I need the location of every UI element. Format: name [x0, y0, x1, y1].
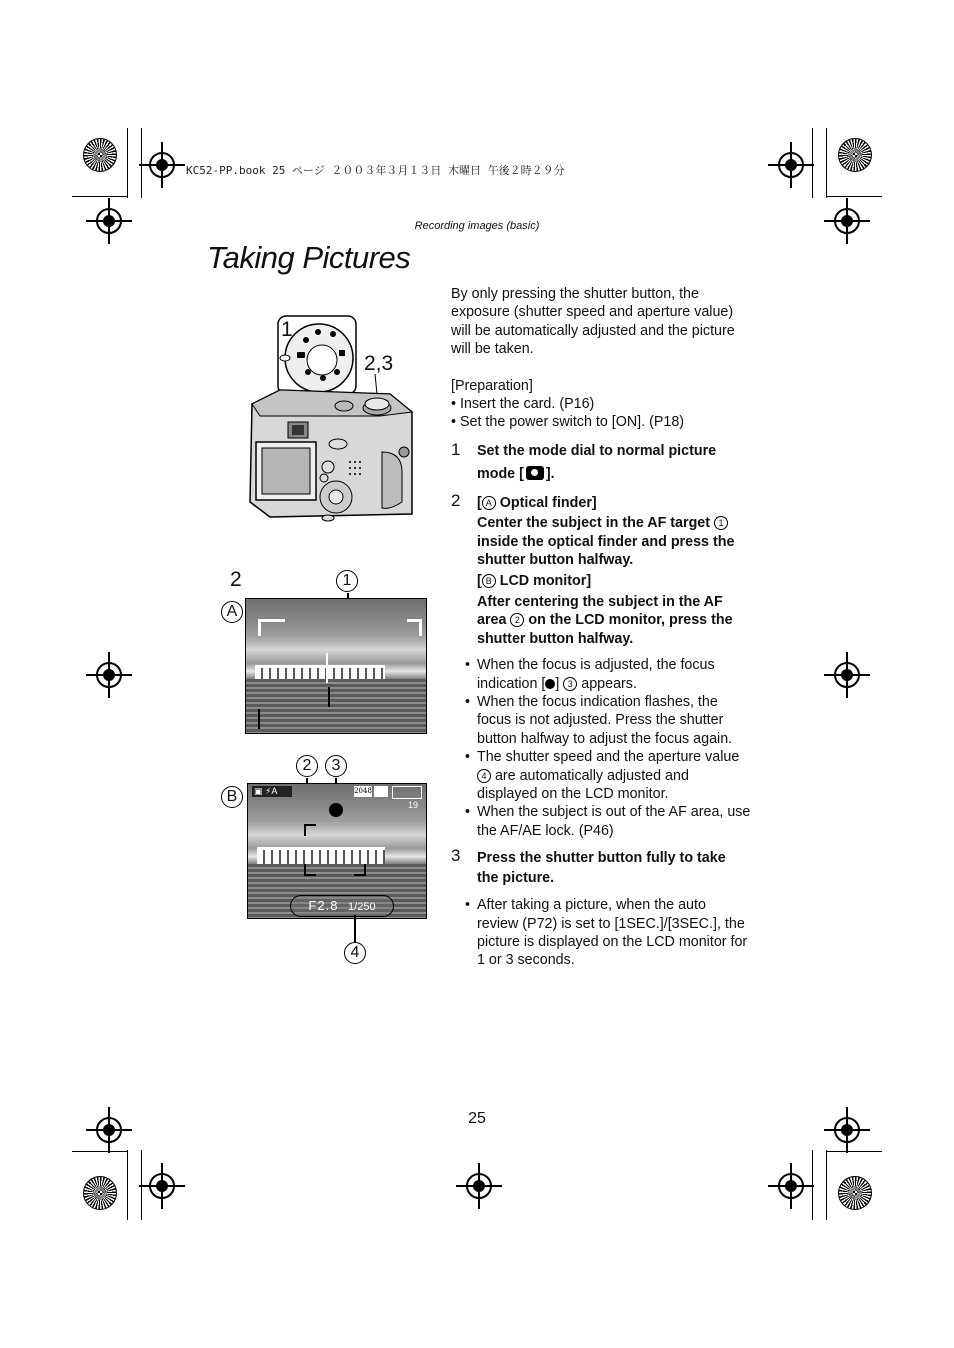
camera-mode-icon [526, 466, 544, 480]
section-header: Recording images (basic) [414, 220, 540, 232]
mode-icons-bar: ▣ ⚡A [252, 786, 292, 797]
focus-indication-dot [329, 803, 343, 817]
registration-burst-icon [83, 138, 117, 172]
registration-cross-icon [96, 662, 122, 688]
step-number: 2 [451, 490, 461, 510]
circle-2-icon: 2 [510, 613, 524, 627]
registration-cross-icon [834, 662, 860, 688]
registration-burst-icon [83, 1176, 117, 1210]
circle-1-icon: 1 [714, 516, 728, 530]
circle-a-icon: A [482, 496, 496, 510]
af-area-corner [304, 824, 316, 836]
instructions-column [451, 285, 751, 970]
preparation-list [451, 395, 751, 432]
note-item: • After taking a picture, when the auto review (P72) is set to [1SEC.]/[3SEC.], the picture is displayed on the LCD monitor for 1 or 3 seconds. [477, 896, 751, 970]
registration-cross-icon [149, 1173, 175, 1199]
exposure-readout [290, 895, 394, 917]
crop-mark [72, 196, 128, 197]
frame-edge-mark [328, 687, 330, 707]
note-item: • When the subject is out of the AF area, use the AF/AE lock. (P46) [477, 803, 751, 840]
step-number: 3 [451, 846, 461, 866]
registration-cross-icon [778, 1173, 804, 1199]
step-1-text-end: ]. [545, 465, 555, 482]
registration-cross-icon [149, 152, 175, 178]
aperture-value: F2.8 [308, 898, 339, 913]
step-2a-text: Center the subject in the AF target 1 inside the optical finder and press the shutter button halfway. [477, 515, 735, 569]
registration-cross-icon [778, 152, 804, 178]
step-3 [451, 848, 751, 888]
page-number: 25 [468, 1110, 486, 1127]
callout-label-b: B [221, 786, 243, 808]
intro-paragraph: By only pressing the shutter button, the exposure (shutter speed and aperture value) will be automatically adjusted and the picture will be taken. [451, 286, 735, 358]
note-item: • The shutter speed and the aperture value 4 are automatically adjusted and displayed on the LCD monitor. [477, 748, 751, 803]
frame-edge-mark [258, 709, 260, 729]
crop-mark [72, 1151, 128, 1152]
step-2a-heading: [ A Optical finder] [477, 494, 597, 511]
registration-cross-icon [466, 1173, 492, 1199]
remaining-count: 19 [408, 800, 419, 810]
callout-step-1: 1 [281, 318, 293, 341]
circle-3-icon: 3 [563, 677, 577, 691]
resolution-indicator: 2048 [354, 787, 372, 795]
step-1 [451, 440, 751, 486]
preparation-heading: [Preparation] [451, 377, 533, 394]
callout-step-2-3: 2,3 [364, 352, 394, 375]
lcd-monitor-view [247, 783, 427, 919]
crop-mark [826, 1150, 827, 1220]
circle-b-icon: B [482, 574, 496, 588]
crop-mark [826, 196, 882, 197]
focus-dot-icon [545, 679, 555, 689]
step-2b-text: After centering the subject in the AF area 2 on the LCD monitor, press the shutter button halfway. [477, 593, 733, 647]
print-file-header: KC52-PP.book 25 ページ ２００３年３月１３日 木曜日 午後２時２９分 [186, 164, 565, 177]
note-item: • When the focus indication flashes, the focus is not adjusted. Press the shutter button halfway to adjust the focus again. [477, 693, 751, 748]
water-texture [246, 679, 426, 733]
callout-step-2: 2 [230, 568, 242, 591]
callout-circle-2: 2 [296, 755, 318, 777]
step-2b-heading: [ B LCD monitor] [477, 573, 592, 590]
step-3-notes [451, 896, 751, 970]
crop-mark [826, 1151, 882, 1152]
camera-drawing [240, 312, 420, 524]
crop-mark [141, 128, 142, 198]
step-number: 1 [451, 439, 461, 459]
step-2-notes [451, 656, 751, 840]
crop-mark [127, 128, 128, 198]
circle-4-icon: 4 [477, 769, 491, 783]
af-frame-corner [258, 619, 285, 636]
callout-circle-1: 1 [336, 570, 358, 592]
crop-mark [826, 128, 827, 198]
note-item: • When the focus is adjusted, the focus indication [ ] 3 appears. [477, 656, 751, 693]
crop-mark [812, 128, 813, 198]
callout-label-a: A [221, 601, 243, 623]
leader-line [354, 915, 356, 943]
page-title: Taking Pictures [207, 240, 411, 275]
af-area-corner [304, 864, 316, 876]
callout-circle-3: 3 [325, 755, 347, 777]
af-area-corner [354, 864, 366, 876]
camera-illustration [240, 312, 420, 524]
registration-burst-icon [838, 1176, 872, 1210]
af-target-mark [326, 653, 328, 683]
step-2 [451, 490, 751, 648]
battery-icon [392, 786, 422, 799]
step-1-text: Set the mode dial to normal picture mode [ [477, 442, 717, 482]
callout-circle-4: 4 [344, 942, 366, 964]
preparation-item: • Set the power switch to [ON]. (P18) [451, 413, 751, 431]
quality-icon [374, 786, 388, 797]
af-frame-corner [407, 619, 422, 636]
shutter-speed-value: 1/250 [348, 901, 376, 913]
optical-finder-view [245, 598, 427, 734]
preparation-item: • Insert the card. (P16) [451, 395, 751, 413]
crop-mark [127, 1150, 128, 1220]
step-3-text: Press the shutter button fully to take the picture. [477, 850, 726, 887]
registration-burst-icon [838, 138, 872, 172]
